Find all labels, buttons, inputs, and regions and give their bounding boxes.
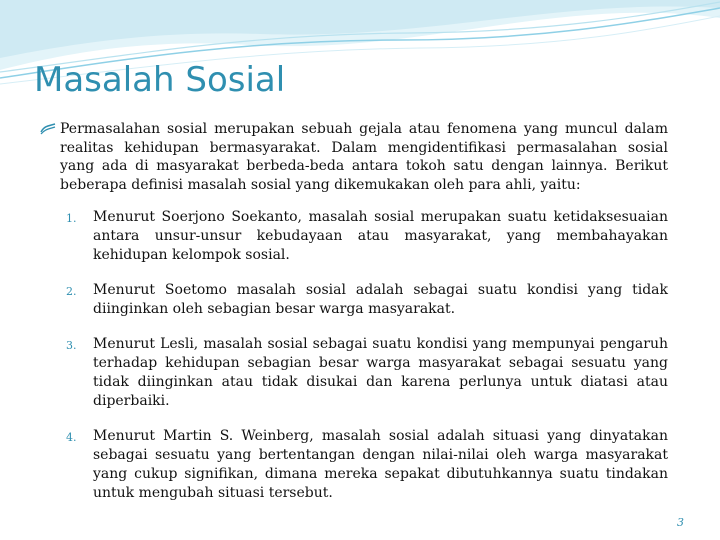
slide-number: 3 [677, 516, 684, 529]
list-number: 4. [66, 431, 77, 445]
definition-list [40, 208, 668, 503]
list-item-text: Menurut Lesli, masalah sosial sebagai suatu kondisi yang mempunyai pengaruh terhadap kehidupan sebagian besar warga masyarakat sebagai sesuatu yang tidak diinginkan atau tidak disukai dan karena perlunya untuk diatasi atau diperbaiki. [93, 336, 668, 410]
intro-paragraph [40, 120, 668, 194]
list-item [40, 427, 668, 503]
list-number: 2. [66, 285, 77, 299]
list-item [40, 335, 668, 411]
wave-bullet-icon [40, 123, 56, 135]
intro-text: Permasalahan sosial merupakan sebuah gejala atau fenomena yang muncul dalam realitas kehidupan bermasyarakat. Dalam mengidentifikasi permasalahan sosial yang ada di masyarakat berbeda-beda antara tokoh satu dengan lainnya. Berikut beberapa definisi masalah sosial yang dikemukakan oleh para ahli, yaitu: [60, 121, 668, 193]
list-item [40, 281, 668, 319]
slide-title: Masalah Sosial [34, 60, 286, 100]
slide-body [40, 120, 668, 519]
list-item-text: Menurut Soetomo masalah sosial adalah sebagai suatu kondisi yang tidak diinginkan oleh sebagian besar warga masyarakat. [93, 282, 668, 318]
list-item-text: Menurut Martin S. Weinberg, masalah sosial adalah situasi yang dinyatakan sebagai sesuatu yang bertentangan dengan nilai-nilai oleh warga masyarakat yang cukup signifikan, dimana mereka sepakat dibutuhkannya suatu tindakan untuk mengubah situasi tersebut. [93, 428, 668, 502]
list-number: 1. [66, 212, 77, 226]
list-item [40, 208, 668, 265]
list-item-text: Menurut Soerjono Soekanto, masalah sosial merupakan suatu ketidaksesuaian antara unsur-unsur kebudayaan atau masyarakat, yang membahayakan kehidupan kelompok sosial. [93, 209, 668, 264]
list-number: 3. [66, 339, 77, 353]
